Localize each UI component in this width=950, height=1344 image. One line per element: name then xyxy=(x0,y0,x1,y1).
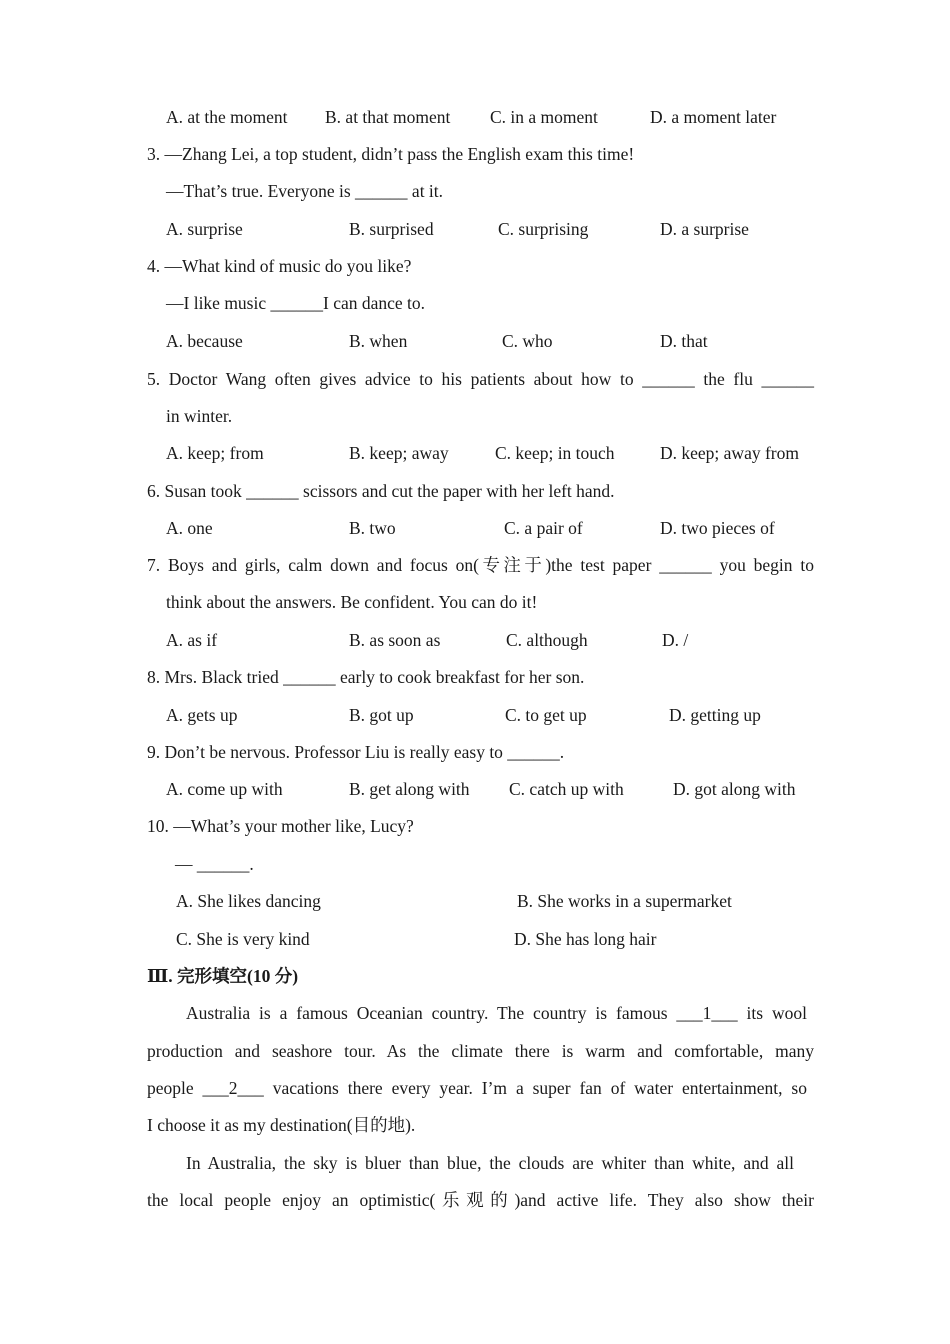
passage-p1-line1: Australia is a famous Oceanian country. The country is famous ___1___ its wool xyxy=(186,1003,807,1023)
q10-option-b: B. She works in a supermarket xyxy=(517,891,732,911)
q9-option-a: A. come up with xyxy=(166,779,283,799)
q2-option-b: B. at that moment xyxy=(325,107,451,127)
q10-option-a: A. She likes dancing xyxy=(176,891,321,911)
q5-option-c: C. keep; in touch xyxy=(495,443,615,463)
q3-option-d: D. a surprise xyxy=(660,219,749,239)
q7-option-c: C. although xyxy=(506,630,588,650)
q4-option-b: B. when xyxy=(349,331,408,351)
q10-stem-line2: — ______. xyxy=(175,854,254,874)
q10-option-c: C. She is very kind xyxy=(176,929,310,949)
q6-stem: 6. Susan took ______ scissors and cut the paper with her left hand. xyxy=(147,481,615,501)
q5-stem-line2: in winter. xyxy=(166,406,233,426)
q3-stem-line2: —That’s true. Everyone is ______ at it. xyxy=(166,181,444,201)
q3-option-c: C. surprising xyxy=(498,219,589,239)
passage-p1-line2: production and seashore tour. As the climate there is warm and comfortable, many xyxy=(147,1041,814,1061)
q4-stem: 4. —What kind of music do you like? xyxy=(147,256,412,276)
q2-option-d: D. a moment later xyxy=(650,107,777,127)
q5-option-a: A. keep; from xyxy=(166,443,264,463)
q8-option-d: D. getting up xyxy=(669,705,761,725)
q8-option-b: B. got up xyxy=(349,705,414,725)
q2-option-a: A. at the moment xyxy=(166,107,288,127)
q7-stem: 7. Boys and girls, calm down and focus on(专注于)the test paper ______ you begin to xyxy=(147,555,814,575)
passage-p2-line1: In Australia, the sky is bluer than blue, the clouds are whiter than white, and all xyxy=(186,1153,794,1173)
q6-option-c: C. a pair of xyxy=(504,518,583,538)
q9-option-b: B. get along with xyxy=(349,779,470,799)
q9-stem: 9. Don’t be nervous. Professor Liu is really easy to ______. xyxy=(147,742,565,762)
passage-p1-line3: people ___2___ vacations there every year. I’m a super fan of water entertainment, so xyxy=(147,1078,807,1098)
q9-option-c: C. catch up with xyxy=(509,779,624,799)
passage-p1-line4: I choose it as my destination(目的地). xyxy=(147,1115,416,1135)
q6-option-d: D. two pieces of xyxy=(660,518,775,538)
q2-option-c: C. in a moment xyxy=(490,107,598,127)
q7-option-b: B. as soon as xyxy=(349,630,441,650)
q10-stem: 10. —What’s your mother like, Lucy? xyxy=(147,816,414,836)
q8-stem: 8. Mrs. Black tried ______ early to cook breakfast for her son. xyxy=(147,667,585,687)
q5-option-d: D. keep; away from xyxy=(660,443,799,463)
q8-option-c: C. to get up xyxy=(505,705,587,725)
q7-option-d: D. / xyxy=(662,630,689,650)
q4-option-a: A. because xyxy=(166,331,243,351)
q8-option-a: A. gets up xyxy=(166,705,238,725)
q4-option-c: C. who xyxy=(502,331,553,351)
passage-p2-line2: the local people enjoy an optimistic(乐观的)and active life. They also show their xyxy=(147,1190,814,1210)
q6-option-a: A. one xyxy=(166,518,213,538)
q7-option-a: A. as if xyxy=(166,630,218,650)
q3-option-b: B. surprised xyxy=(349,219,434,239)
q10-option-d: D. She has long hair xyxy=(514,929,657,949)
q3-option-a: A. surprise xyxy=(166,219,243,239)
q5-stem: 5. Doctor Wang often gives advice to his patients about how to ______ the flu ______ xyxy=(147,369,814,389)
q5-option-b: B. keep; away xyxy=(349,443,449,463)
q4-option-d: D. that xyxy=(660,331,708,351)
q3-stem: 3. —Zhang Lei, a top student, didn’t pass the English exam this time! xyxy=(147,144,635,164)
q9-option-d: D. got along with xyxy=(673,779,796,799)
q7-stem-line2: think about the answers. Be confident. You can do it! xyxy=(166,592,538,612)
q6-option-b: B. two xyxy=(349,518,396,538)
q4-stem-line2: —I like music ______I can dance to. xyxy=(166,293,426,313)
section-heading: Ⅲ. 完形填空(10 分) xyxy=(147,966,299,986)
